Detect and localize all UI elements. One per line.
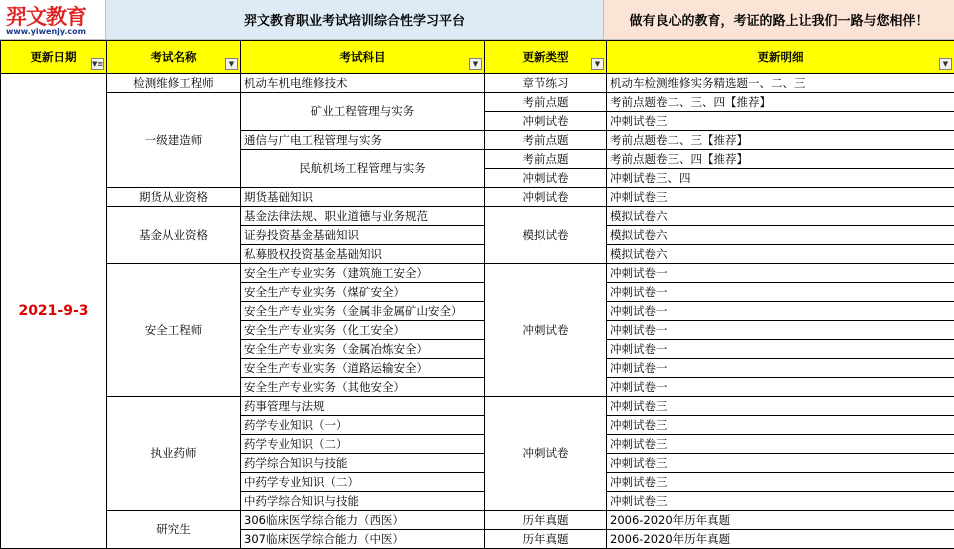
- detail-cell[interactable]: 冲刺试卷三: [607, 416, 954, 435]
- header-band: [0, 0, 954, 40]
- column-header-label: 更新明细: [757, 49, 804, 64]
- type-cell[interactable]: 考前点题: [485, 150, 607, 169]
- column-header-exam: [107, 41, 241, 74]
- subject-cell[interactable]: 私募股权投资基金基础知识: [241, 245, 485, 264]
- platform-title: 羿文教育职业考试培训综合性学习平台: [106, 0, 604, 40]
- table-row: [1, 188, 954, 207]
- type-cell[interactable]: 冲刺试卷: [485, 169, 607, 188]
- subject-cell[interactable]: 药学专业知识（一）: [241, 416, 485, 435]
- subject-cell[interactable]: 药学专业知识（二）: [241, 435, 485, 454]
- subject-cell[interactable]: 民航机场工程管理与实务: [241, 150, 485, 188]
- type-cell[interactable]: 冲刺试卷: [485, 397, 607, 511]
- subject-cell[interactable]: 安全生产专业实务（金属非金属矿山安全）: [241, 302, 485, 321]
- table-row: [1, 74, 954, 93]
- filter-active-icon[interactable]: ▼≡: [92, 60, 104, 68]
- subject-cell[interactable]: 药事管理与法规: [241, 397, 485, 416]
- filter-dropdown-icon[interactable]: ▼: [225, 58, 238, 70]
- exam-cell[interactable]: 检测维修工程师: [107, 74, 241, 93]
- detail-cell[interactable]: 考前点题卷三、四【推荐】: [607, 150, 954, 169]
- exam-cell[interactable]: 基金从业资格: [107, 207, 241, 264]
- type-cell[interactable]: 冲刺试卷: [485, 188, 607, 207]
- detail-cell[interactable]: 冲刺试卷一: [607, 378, 954, 397]
- detail-cell[interactable]: 冲刺试卷三: [607, 454, 954, 473]
- detail-cell[interactable]: 冲刺试卷一: [607, 359, 954, 378]
- column-header-detail: [607, 41, 954, 74]
- column-header-label: 考试名称: [150, 49, 197, 64]
- detail-cell[interactable]: 2006-2020年历年真题: [607, 530, 954, 549]
- exam-cell[interactable]: 研究生: [107, 511, 241, 549]
- update-date-cell[interactable]: 2021-9-3: [1, 74, 107, 549]
- subject-cell[interactable]: 安全生产专业实务（其他安全）: [241, 378, 485, 397]
- detail-cell[interactable]: 模拟试卷六: [607, 207, 954, 226]
- subject-cell[interactable]: 安全生产专业实务（道路运输安全）: [241, 359, 485, 378]
- type-cell[interactable]: 冲刺试卷: [485, 112, 607, 131]
- type-cell[interactable]: 模拟试卷: [485, 207, 607, 264]
- detail-cell[interactable]: 冲刺试卷三、四: [607, 169, 954, 188]
- exam-cell[interactable]: 一级建造师: [107, 93, 241, 188]
- subject-cell[interactable]: 中药学专业知识（二）: [241, 473, 485, 492]
- slogan: 做有良心的教育，考证的路上让我们一路与您相伴！: [604, 0, 954, 40]
- exam-cell[interactable]: 期货从业资格: [107, 188, 241, 207]
- header-row: [1, 41, 954, 74]
- subject-cell[interactable]: 安全生产专业实务（金属冶炼安全）: [241, 340, 485, 359]
- column-header-subject: [241, 41, 485, 74]
- subject-cell[interactable]: 中药学综合知识与技能: [241, 492, 485, 511]
- subject-cell[interactable]: 通信与广电工程管理与实务: [241, 131, 485, 150]
- detail-cell[interactable]: 冲刺试卷三: [607, 492, 954, 511]
- detail-cell[interactable]: 冲刺试卷三: [607, 188, 954, 207]
- type-cell[interactable]: 考前点题: [485, 93, 607, 112]
- table-row: [1, 93, 954, 112]
- subject-cell[interactable]: 安全生产专业实务（化工安全）: [241, 321, 485, 340]
- type-cell[interactable]: 历年真题: [485, 530, 607, 549]
- exam-cell[interactable]: 执业药师: [107, 397, 241, 511]
- logo: [0, 0, 106, 40]
- subject-cell[interactable]: 机动车机电维修技术: [241, 74, 485, 93]
- update-table: [0, 40, 954, 549]
- detail-cell[interactable]: 冲刺试卷三: [607, 473, 954, 492]
- exam-cell[interactable]: 安全工程师: [107, 264, 241, 397]
- column-header-date: [1, 41, 107, 74]
- detail-cell[interactable]: 冲刺试卷一: [607, 264, 954, 283]
- detail-cell[interactable]: 机动车检测维修实务精选题一、二、三: [607, 74, 954, 93]
- type-cell[interactable]: 历年真题: [485, 511, 607, 530]
- column-header-type: [485, 41, 607, 74]
- detail-cell[interactable]: 冲刺试卷三: [607, 112, 954, 131]
- detail-cell[interactable]: 考前点题卷二、三、四【推荐】: [607, 93, 954, 112]
- detail-cell[interactable]: 冲刺试卷一: [607, 283, 954, 302]
- subject-cell[interactable]: 307临床医学综合能力（中医）: [241, 530, 485, 549]
- type-cell[interactable]: 冲刺试卷: [485, 264, 607, 397]
- subject-cell[interactable]: 306临床医学综合能力（西医）: [241, 511, 485, 530]
- subject-cell[interactable]: 药学综合知识与技能: [241, 454, 485, 473]
- detail-cell[interactable]: 冲刺试卷三: [607, 397, 954, 416]
- filter-dropdown-icon[interactable]: ▼: [591, 58, 604, 70]
- table-row: [1, 511, 954, 530]
- detail-cell[interactable]: 2006-2020年历年真题: [607, 511, 954, 530]
- table-row: [1, 264, 954, 283]
- detail-cell[interactable]: 模拟试卷六: [607, 226, 954, 245]
- detail-cell[interactable]: 冲刺试卷三: [607, 435, 954, 454]
- type-cell[interactable]: 考前点题: [485, 131, 607, 150]
- table-row: [1, 397, 954, 416]
- column-header-label: 更新日期: [30, 49, 77, 64]
- type-cell[interactable]: 章节练习: [485, 74, 607, 93]
- subject-cell[interactable]: 安全生产专业实务（建筑施工安全）: [241, 264, 485, 283]
- detail-cell[interactable]: 考前点题卷二、三【推荐】: [607, 131, 954, 150]
- logo-text: 羿文教育: [6, 4, 86, 29]
- subject-cell[interactable]: 矿业工程管理与实务: [241, 93, 485, 131]
- detail-cell[interactable]: 冲刺试卷一: [607, 340, 954, 359]
- column-header-label: 更新类型: [522, 49, 569, 64]
- subject-cell[interactable]: 证券投资基金基础知识: [241, 226, 485, 245]
- filter-dropdown-icon[interactable]: ▼: [939, 58, 952, 70]
- filter-dropdown-icon[interactable]: ▼: [469, 58, 482, 70]
- subject-cell[interactable]: 基金法律法规、职业道德与业务规范: [241, 207, 485, 226]
- column-header-label: 考试科目: [339, 49, 386, 64]
- table-row: [1, 207, 954, 226]
- detail-cell[interactable]: 冲刺试卷一: [607, 321, 954, 340]
- detail-cell[interactable]: 模拟试卷六: [607, 245, 954, 264]
- detail-cell[interactable]: 冲刺试卷一: [607, 302, 954, 321]
- subject-cell[interactable]: 安全生产专业实务（煤矿安全）: [241, 283, 485, 302]
- subject-cell[interactable]: 期货基础知识: [241, 188, 485, 207]
- logo-url: www.yiwenjy.com: [6, 27, 87, 36]
